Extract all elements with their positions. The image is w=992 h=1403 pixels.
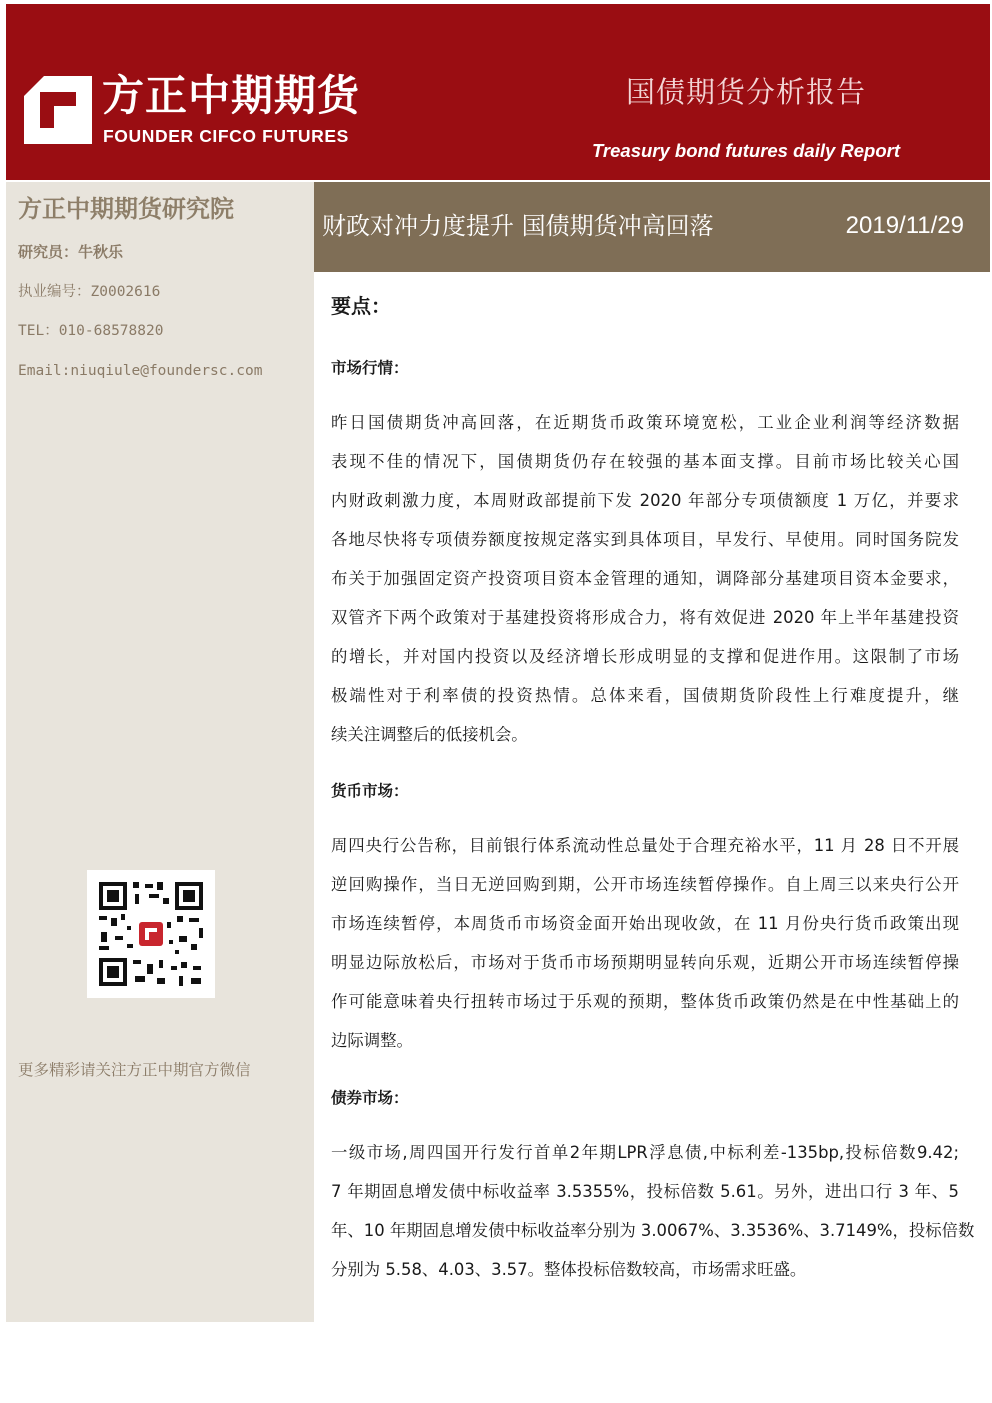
bond-market-paragraph: [331, 1139, 975, 1295]
institute-name: 方正中期期货研究院: [18, 195, 234, 223]
paragraph-line: 双管齐下两个政策对于基建投资将形成合力，将有效促进 2020 年上半年基建投资: [331, 608, 959, 627]
researcher-name: 研究员：牛秋乐: [18, 243, 124, 261]
paragraph-line: 极端性对于利率债的投资热情。总体来看，国债期货阶段性上行难度提升，继: [331, 686, 959, 705]
sidebar: [6, 182, 314, 1322]
title-bar: [314, 182, 990, 272]
paragraph-line: 7 年期固息增发债中标收益率 3.5355%，投标倍数 5.61。另外，进出口行 3 年、5: [331, 1182, 959, 1201]
paragraph-line: 分别为 5.58、4.03、3.57。整体投标倍数较高，市场需求旺盛。: [331, 1260, 807, 1279]
report-header: [6, 4, 990, 180]
money-market-paragraph: [331, 832, 959, 1066]
report-type-title: 国债期货分析报告: [625, 75, 866, 109]
logo-chinese-name: 方正中期期货: [102, 71, 361, 120]
logo-english-name: FOUNDER CIFCO FUTURES: [103, 126, 349, 146]
qr-code-icon: [87, 870, 215, 998]
section-heading-market: 市场行情：: [331, 359, 409, 377]
paragraph-line: 市场连续暂停，本周货币市场资金面开始出现收敛，在 11 月份央行货币政策出现: [331, 914, 959, 933]
founder-logo-icon: [24, 76, 92, 144]
key-points-heading: 要点：: [331, 294, 391, 318]
paragraph-line: 明显边际放松后，市场对于货币市场预期明显转向乐观，近期公开市场连续暂停操: [331, 953, 959, 972]
section-heading-bond-market: 债券市场：: [331, 1089, 409, 1107]
paragraph-line: 的增长，并对国内投资以及经济增长形成明显的支撑和促进作用。这限制了市场: [331, 647, 959, 666]
paragraph-line: 续关注调整后的低接机会。: [331, 725, 528, 744]
paragraph-line: 布关于加强固定资产投资项目资本金管理的通知，调降部分基建项目资本金要求，: [331, 569, 959, 588]
report-date: 2019/11/29: [845, 212, 964, 239]
paragraph-line: 周四央行公告称，目前银行体系流动性总量处于合理充裕水平，11 月 28 日不开展: [331, 836, 959, 855]
phone-number: TEL：010-68578820: [18, 323, 164, 339]
market-paragraph: [331, 409, 959, 760]
wechat-follow-note: 更多精彩请关注方正中期官方微信: [18, 1061, 251, 1079]
report-title: 财政对冲力度提升 国债期货冲高回落: [322, 212, 714, 240]
wechat-qr-code: [87, 870, 215, 998]
paragraph-line: 逆回购操作，当日无逆回购到期，公开市场连续暂停操作。自上周三以来央行公开: [331, 875, 959, 894]
license-number: 执业编号：Z0002616: [18, 284, 161, 300]
paragraph-line: 边际调整。: [331, 1031, 413, 1050]
paragraph-line: 昨日国债期货冲高回落，在近期货币政策环境宽松，工业企业利润等经济数据: [331, 413, 959, 432]
paragraph-line: 一级市场,周四国开行发行首单2年期LPR浮息债,中标利差-135bp,投标倍数9.42;: [331, 1143, 959, 1162]
report-type-subtitle: Treasury bond futures daily Report: [591, 140, 901, 161]
paragraph-line: 年、10 年期固息增发债中标收益率分别为 3.0067%、3.3536%、3.7149%，投标倍数: [331, 1221, 975, 1240]
email-address[interactable]: Email:niuqiule@foundersc.com: [18, 363, 263, 379]
paragraph-line: 各地尽快将专项债券额度按规定落实到具体项目，早发行、早使用。同时国务院发: [331, 530, 959, 549]
paragraph-line: 内财政刺激力度，本周财政部提前下发 2020 年部分专项债额度 1 万亿，并要求: [331, 491, 959, 510]
paragraph-line: 作可能意味着央行扭转市场过于乐观的预期，整体货币政策仍然是在中性基础上的: [331, 992, 959, 1011]
section-heading-money-market: 货币市场：: [331, 782, 409, 800]
paragraph-line: 表现不佳的情况下，国债期货仍存在较强的基本面支撑。目前市场比较关心国: [331, 452, 959, 471]
